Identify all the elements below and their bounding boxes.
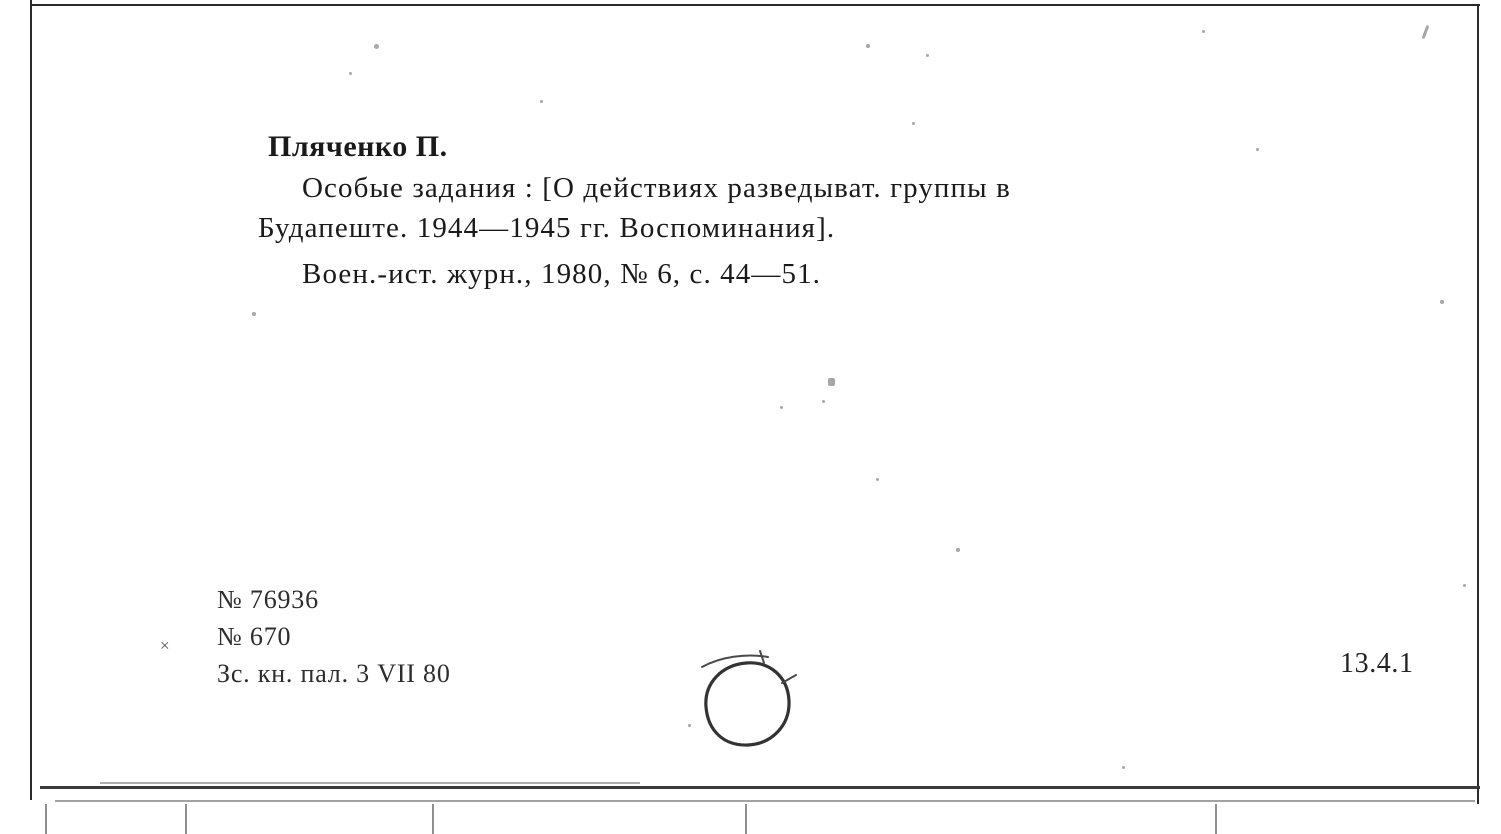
title-line-1: Особые задания : [О действиях разведыват. группы в (302, 172, 1011, 205)
card-border-right (1477, 4, 1479, 804)
side-mark: × (160, 636, 170, 655)
card-border-bottom (40, 786, 1480, 789)
scan-speck (374, 44, 379, 49)
scan-speck (926, 54, 929, 57)
scan-speck (780, 406, 783, 409)
scan-speck (1202, 30, 1205, 33)
edge-tick-mark (185, 804, 187, 834)
scan-speck (1440, 300, 1444, 304)
edge-tick-mark (1215, 804, 1217, 834)
scan-speck (252, 312, 256, 316)
scan-speck (1256, 148, 1259, 151)
scan-speck (866, 44, 870, 48)
source-citation: Воен.-ист. журн., 1980, № 6, с. 44—51. (302, 258, 822, 291)
scan-speck (349, 72, 352, 75)
card-border-bottom-secondary (55, 800, 1475, 802)
bibliographic-record (258, 128, 1448, 294)
scan-speck (956, 548, 960, 552)
accession-number-secondary: № 670 (217, 621, 292, 651)
title-line-2: Будапеште. 1944—1945 гг. Воспоминания]. (258, 212, 836, 245)
scan-speck (540, 100, 543, 103)
scan-speck (912, 122, 915, 125)
accession-block (205, 582, 451, 693)
accession-stamp-note: Зс. кн. пал. 3 VII 80 (217, 658, 451, 688)
scan-speck (876, 478, 879, 481)
card-border-left (30, 0, 32, 800)
scan-speck (828, 378, 835, 386)
edge-tick-mark (432, 804, 434, 834)
scan-speck (1122, 766, 1125, 769)
ink-circle-mark (694, 645, 804, 755)
accession-number-primary: № 76936 (217, 585, 319, 614)
scan-speck (688, 724, 691, 727)
edge-tick-mark (45, 804, 47, 834)
card-border-bottom-fragment (100, 782, 640, 784)
scan-speck (822, 400, 825, 403)
card-border-top (30, 4, 1480, 6)
scan-speck (1422, 25, 1430, 39)
edge-tick-mark (745, 804, 747, 834)
scan-speck (1463, 584, 1466, 587)
author-name: Пляченко П. (268, 130, 448, 163)
classification-code: 13.4.1 (1340, 648, 1414, 679)
